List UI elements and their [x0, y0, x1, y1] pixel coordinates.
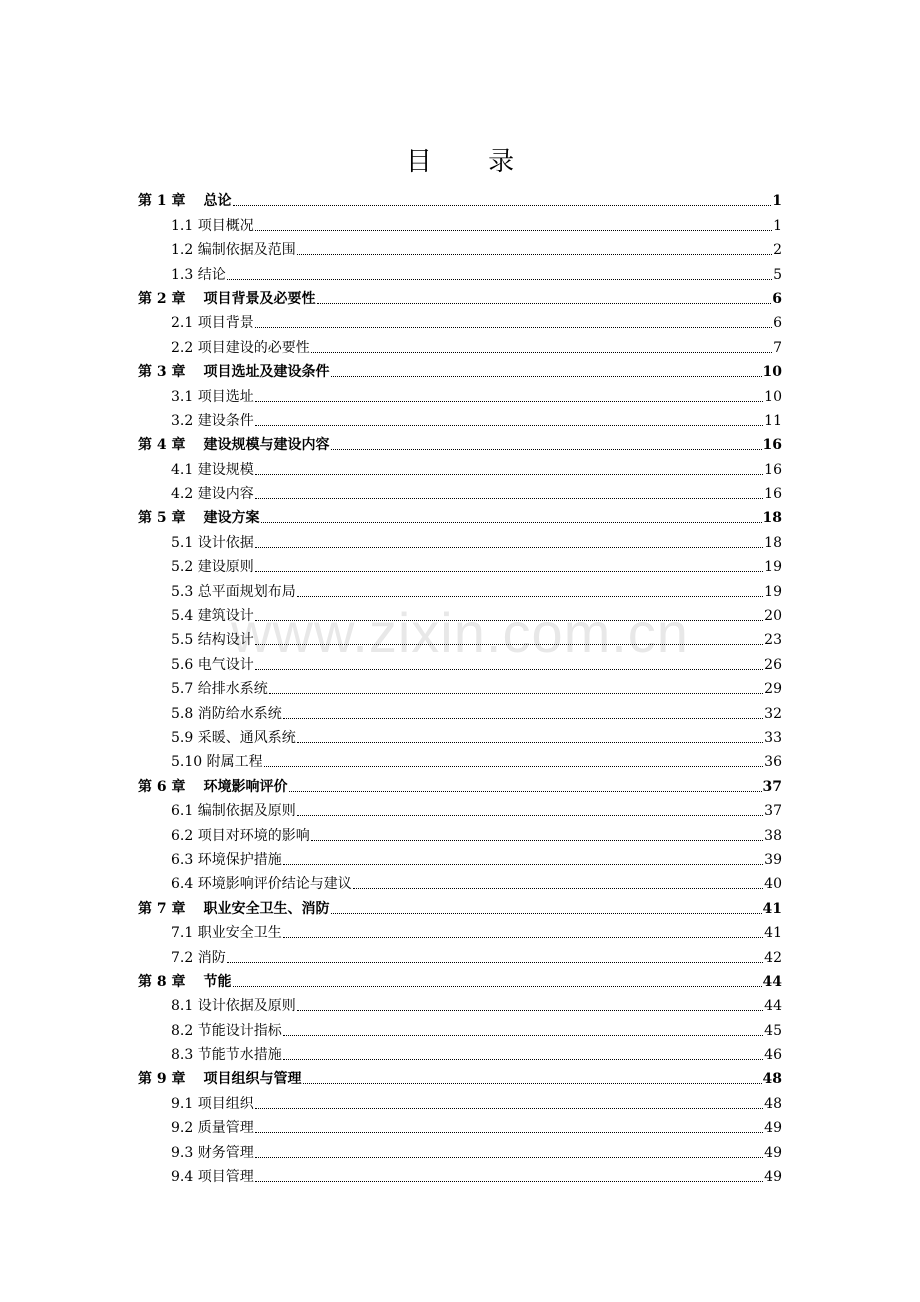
toc-page-number: 18: [764, 534, 782, 551]
toc-entry-label: [171, 218, 254, 234]
toc-entry-label: [171, 242, 296, 258]
toc-entry-label: [171, 535, 254, 551]
toc-entry-text: 5.4 建筑设计: [171, 608, 254, 625]
toc-entry-label: [171, 998, 296, 1014]
toc-entry-text: 6.4 环境影响评价结论与建议: [171, 876, 352, 893]
toc-entry-label: [171, 486, 254, 502]
toc-dot-leader: [233, 205, 772, 206]
toc-entry-label: [171, 925, 282, 941]
toc-entry-text: 2.2 项目建设的必要性: [171, 339, 310, 356]
toc-entry-text: 节能: [203, 973, 232, 990]
toc-entry-text: 5.6 电气设计: [171, 656, 254, 673]
toc-entry-text: 9.2 质量管理: [171, 1120, 254, 1137]
toc-dot-leader: [283, 864, 763, 865]
toc-entry-label: [138, 901, 330, 917]
toc-entry-label: [171, 803, 296, 819]
toc-dot-leader: [297, 596, 763, 597]
toc-dot-leader: [255, 230, 772, 231]
toc-entry-label: [171, 852, 282, 868]
toc-section-row[interactable]: [138, 601, 782, 625]
toc-chapter-number: 第 7 章: [138, 900, 186, 917]
toc-dot-leader: [227, 962, 763, 963]
toc-page-number: 42: [764, 949, 782, 966]
toc-entry-text: 总论: [203, 193, 232, 210]
toc-dot-leader: [297, 254, 772, 255]
toc-entry-label: [138, 193, 232, 209]
toc-page-number: 44: [764, 998, 782, 1015]
toc-entry-text: 1.3 结论: [171, 266, 226, 283]
toc-entry-label: [171, 267, 226, 283]
toc-page-number: 11: [764, 412, 782, 429]
toc-page-number: 49: [764, 1120, 782, 1137]
toc-page-number: 10: [764, 388, 782, 405]
toc-entry-label: [138, 510, 260, 526]
toc-page-number: 16: [764, 461, 782, 478]
toc-entry-label: [171, 1096, 254, 1112]
toc-chapter-row[interactable]: [138, 967, 782, 991]
toc-entry-text: 8.2 节能设计指标: [171, 1022, 282, 1039]
toc-entry-text: 9.1 项目组织: [171, 1095, 254, 1112]
toc-section-row[interactable]: [138, 1113, 782, 1137]
toc-page-number: 10: [762, 364, 782, 381]
toc-dot-leader: [255, 498, 763, 499]
toc-page-number: 32: [764, 705, 782, 722]
toc-entry-label: [138, 364, 330, 380]
toc-entry-label: [171, 389, 254, 405]
toc-entry-text: 3.1 项目选址: [171, 388, 254, 405]
toc-page-number: 20: [764, 608, 782, 625]
toc-section-row[interactable]: [138, 527, 782, 551]
toc-entry-text: 项目背景及必要性: [203, 290, 316, 307]
toc-dot-leader: [331, 449, 762, 450]
toc-dot-leader: [269, 693, 763, 694]
toc-page-number: 1: [773, 217, 782, 234]
toc-section-row[interactable]: [138, 479, 782, 503]
toc-page-number: 40: [764, 876, 782, 893]
toc-section-row[interactable]: [138, 381, 782, 405]
toc-dot-leader: [317, 303, 772, 304]
toc-entry-label: [171, 1120, 254, 1136]
toc-section-row[interactable]: [138, 235, 782, 259]
toc-entry-label: [138, 437, 330, 453]
toc-page-number: 6: [773, 315, 782, 332]
toc-dot-leader: [283, 1035, 763, 1036]
toc-dot-leader: [255, 425, 763, 426]
toc-page-number: 1: [772, 193, 782, 210]
toc-section-row[interactable]: [138, 625, 782, 649]
toc-page-number: 23: [764, 632, 782, 649]
toc-entry-label: [171, 413, 254, 429]
toc-entry-text: 4.2 建设内容: [171, 486, 254, 503]
toc-entry-text: 1.1 项目概况: [171, 217, 254, 234]
toc-section-row[interactable]: [138, 308, 782, 332]
toc-entry-text: 项目选址及建设条件: [203, 364, 330, 381]
toc-entry-label: [171, 681, 268, 697]
toc-entry-label: [171, 1047, 282, 1063]
toc-entry-text: 环境影响评价: [203, 778, 288, 795]
toc-entry-text: 3.2 建设条件: [171, 412, 254, 429]
toc-dot-leader: [255, 327, 772, 328]
toc-entry-text: 5.2 建设原则: [171, 559, 254, 576]
toc-chapter-row[interactable]: [138, 1064, 782, 1088]
toc-dot-leader: [311, 840, 763, 841]
toc-page-number: 38: [764, 827, 782, 844]
toc-section-row[interactable]: [138, 796, 782, 820]
toc-entry-label: [171, 657, 254, 673]
toc-page-number: 41: [762, 900, 782, 917]
toc-chapter-number: 第 3 章: [138, 364, 186, 381]
toc-entry-text: 7.2 消防: [171, 949, 226, 966]
toc-dot-leader: [311, 352, 772, 353]
toc-entry-label: [171, 315, 254, 331]
toc-page-number: 37: [762, 778, 782, 795]
toc-entry-text: 6.2 项目对环境的影响: [171, 827, 310, 844]
toc-dot-leader: [255, 1157, 763, 1158]
toc-dot-leader: [264, 766, 764, 767]
toc-dot-leader: [255, 571, 763, 572]
toc-section-row[interactable]: [138, 845, 782, 869]
toc-dot-leader: [233, 986, 762, 987]
toc-dot-leader: [255, 401, 763, 402]
toc-entry-text: 2.1 项目背景: [171, 315, 254, 332]
toc-section-row[interactable]: [138, 991, 782, 1015]
toc-dot-leader: [283, 1059, 763, 1060]
toc-entry-text: 1.2 编制依据及范围: [171, 242, 296, 259]
toc-entry-label: [171, 1169, 254, 1185]
toc-entry-label: [171, 950, 226, 966]
toc-entry-label: [171, 462, 254, 478]
toc-entry-label: [171, 754, 263, 770]
toc-dot-leader: [261, 522, 762, 523]
toc-chapter-number: 第 4 章: [138, 437, 186, 454]
toc-dot-leader: [331, 376, 762, 377]
toc-section-row[interactable]: [138, 332, 782, 356]
toc-dot-leader: [255, 474, 763, 475]
toc-section-row[interactable]: [138, 576, 782, 600]
toc-section-row[interactable]: [138, 1015, 782, 1039]
toc-section-row[interactable]: [138, 869, 782, 893]
toc-section-row[interactable]: [138, 454, 782, 478]
toc-section-row[interactable]: [138, 747, 782, 771]
document-title: 目 录: [405, 147, 539, 177]
toc-entry-text: 5.7 给排水系统: [171, 681, 268, 698]
toc-page-number: 6: [772, 290, 782, 307]
toc-page-number: 16: [764, 486, 782, 503]
toc-entry-label: [171, 559, 254, 575]
toc-page-number: 48: [764, 1095, 782, 1112]
toc-entry-text: 6.3 环境保护措施: [171, 851, 282, 868]
toc-page-number: 2: [773, 242, 782, 259]
toc-entry-label: [171, 584, 296, 600]
toc-dot-leader: [297, 1010, 763, 1011]
toc-page-number: 29: [764, 681, 782, 698]
toc-section-row[interactable]: [138, 210, 782, 234]
toc-chapter-row[interactable]: [138, 430, 782, 454]
toc-chapter-number: 第 2 章: [138, 290, 186, 307]
toc-entry-label: [171, 876, 352, 892]
toc-section-row[interactable]: [138, 723, 782, 747]
toc-page-number: 44: [762, 973, 782, 990]
toc-dot-leader: [255, 669, 763, 670]
toc-entry-text: 职业安全卫生、消防: [203, 900, 330, 917]
toc-chapter-number: 第 8 章: [138, 973, 186, 990]
toc-entry-text: 4.1 建设规模: [171, 461, 254, 478]
toc-entry-label: [171, 608, 254, 624]
toc-chapter-row[interactable]: [138, 284, 782, 308]
toc-section-row[interactable]: [138, 698, 782, 722]
toc-page-number: 16: [762, 437, 782, 454]
toc-chapter-number: 第 1 章: [138, 193, 186, 210]
toc-entry-text: 5.8 消防给水系统: [171, 705, 282, 722]
toc-section-row[interactable]: [138, 918, 782, 942]
toc-dot-leader: [255, 1132, 763, 1133]
toc-page-number: 37: [764, 803, 782, 820]
toc-dot-leader: [297, 815, 763, 816]
toc-entry-label: [171, 828, 310, 844]
toc-section-row[interactable]: [138, 820, 782, 844]
toc-page-number: 46: [764, 1047, 782, 1064]
toc-entry-text: 8.1 设计依据及原则: [171, 998, 296, 1015]
toc-section-row[interactable]: [138, 406, 782, 430]
toc-entry-label: [171, 706, 282, 722]
toc-dot-leader: [255, 1108, 763, 1109]
toc-section-row[interactable]: [138, 1162, 782, 1186]
toc-chapter-row[interactable]: [138, 893, 782, 917]
toc-chapter-number: 第 9 章: [138, 1071, 186, 1088]
toc-entry-text: 8.3 节能节水措施: [171, 1047, 282, 1064]
toc-page-number: 49: [764, 1144, 782, 1161]
toc-entry-text: 5.9 采暖、通风系统: [171, 729, 296, 746]
toc-dot-leader: [303, 1083, 762, 1084]
toc-section-row[interactable]: [138, 1040, 782, 1064]
toc-entry-label: [138, 779, 288, 795]
toc-entry-label: [171, 1023, 282, 1039]
toc-dot-leader: [283, 718, 763, 719]
toc-page-number: 5: [773, 266, 782, 283]
toc-dot-leader: [353, 888, 763, 889]
toc-page-number: 7: [773, 339, 782, 356]
table-of-contents: [138, 186, 782, 1186]
toc-entry-text: 7.1 职业安全卫生: [171, 925, 282, 942]
toc-chapter-row[interactable]: [138, 771, 782, 795]
toc-page-number: 33: [764, 729, 782, 746]
toc-page-number: 48: [762, 1071, 782, 1088]
toc-dot-leader: [255, 644, 763, 645]
toc-entry-text: 9.4 项目管理: [171, 1169, 254, 1186]
toc-entry-text: 5.1 设计依据: [171, 534, 254, 551]
toc-entry-text: 项目组织与管理: [203, 1071, 302, 1088]
toc-section-row[interactable]: [138, 1088, 782, 1112]
toc-dot-leader: [283, 937, 763, 938]
toc-section-row[interactable]: [138, 552, 782, 576]
toc-entry-text: 5.10 附属工程: [171, 754, 263, 771]
toc-entry-text: 建设方案: [203, 510, 260, 527]
toc-page-number: 19: [764, 583, 782, 600]
toc-dot-leader: [255, 620, 763, 621]
toc-dot-leader: [255, 547, 763, 548]
toc-page-number: 39: [764, 851, 782, 868]
toc-section-row[interactable]: [138, 259, 782, 283]
toc-entry-label: [138, 1071, 302, 1087]
toc-dot-leader: [331, 913, 762, 914]
toc-section-row[interactable]: [138, 674, 782, 698]
toc-chapter-row[interactable]: [138, 357, 782, 381]
toc-entry-text: 9.3 财务管理: [171, 1144, 254, 1161]
watermark: www.zixin.com.cn: [231, 601, 689, 664]
toc-entry-label: [138, 291, 316, 307]
toc-dot-leader: [255, 1181, 763, 1182]
toc-page-number: 18: [762, 510, 782, 527]
toc-section-row[interactable]: [138, 649, 782, 673]
toc-chapter-row[interactable]: [138, 503, 782, 527]
toc-page-number: 19: [764, 559, 782, 576]
toc-page-number: 36: [764, 754, 782, 771]
toc-entry-label: [171, 340, 310, 356]
toc-dot-leader: [227, 279, 772, 280]
toc-entry-label: [171, 632, 254, 648]
toc-page-number: 49: [764, 1169, 782, 1186]
toc-entry-text: 5.3 总平面规划布局: [171, 583, 296, 600]
toc-entry-label: [171, 730, 296, 746]
toc-page-number: 26: [764, 656, 782, 673]
toc-chapter-row[interactable]: [138, 186, 782, 210]
toc-entry-text: 建设规模与建设内容: [203, 437, 330, 454]
toc-dot-leader: [289, 791, 762, 792]
toc-page-number: 45: [764, 1022, 782, 1039]
toc-chapter-number: 第 5 章: [138, 510, 186, 527]
toc-entry-text: 5.5 结构设计: [171, 632, 254, 649]
toc-section-row[interactable]: [138, 942, 782, 966]
toc-chapter-number: 第 6 章: [138, 778, 186, 795]
toc-entry-text: 6.1 编制依据及原则: [171, 803, 296, 820]
toc-section-row[interactable]: [138, 1137, 782, 1161]
toc-dot-leader: [297, 742, 763, 743]
toc-page-number: 41: [764, 925, 782, 942]
toc-entry-label: [138, 974, 232, 990]
toc-entry-label: [171, 1145, 254, 1161]
